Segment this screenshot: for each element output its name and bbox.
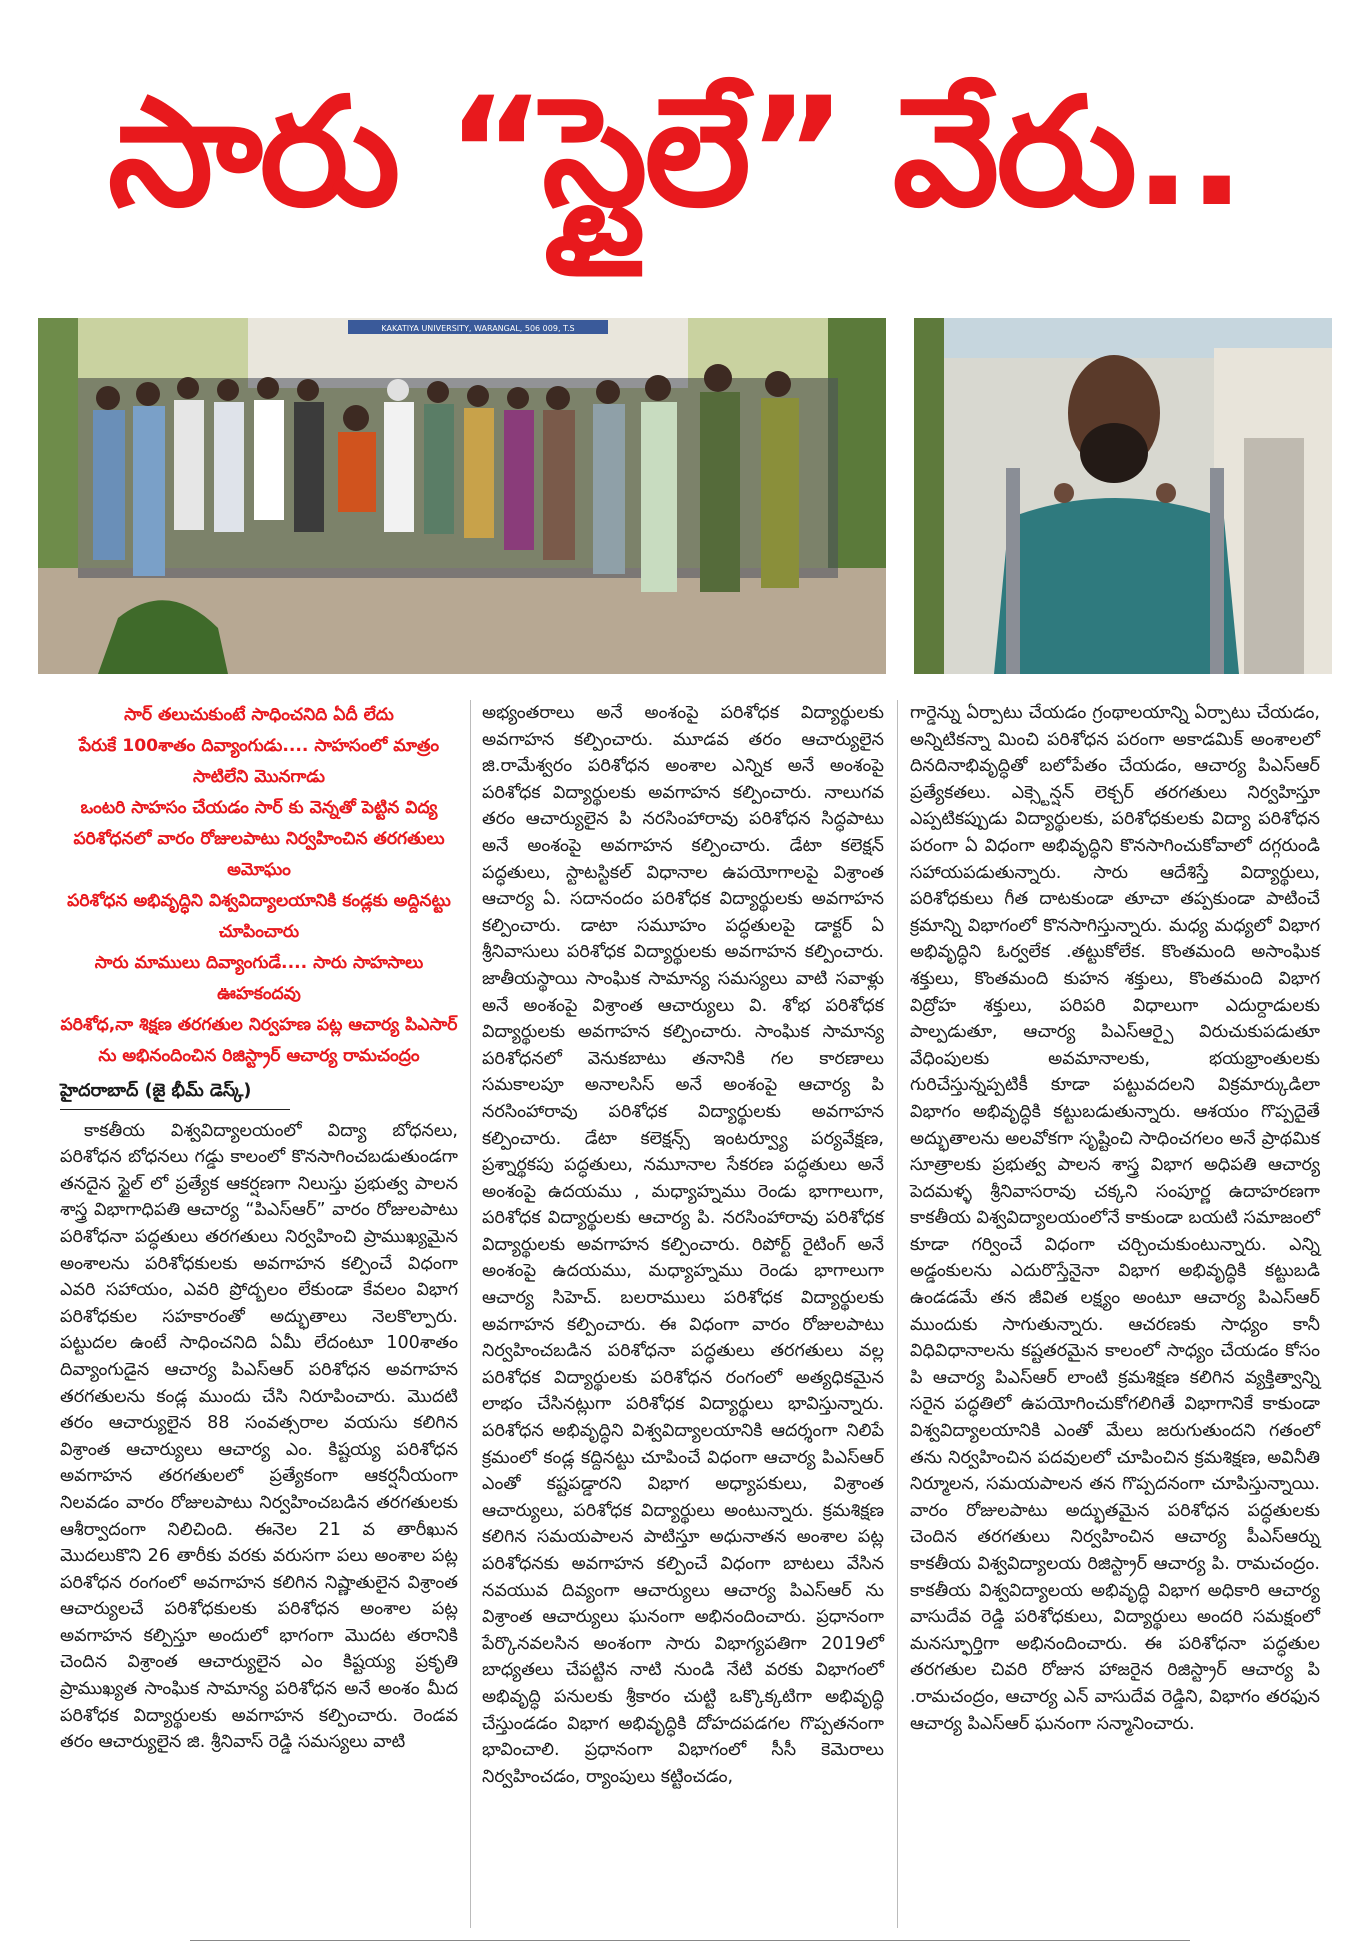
column-divider xyxy=(897,700,898,1928)
body-text: గార్డెన్ను ఏర్పాటు చేయడం గ్రంథాలయాన్ని ఏర్పాటు చేయడం, అన్నిటికన్నా మించి పరిశోధన పరంగా అకాడమిక్ అంశాలలో దినదినాభివృద్ధితో బలోపేతం చేయడం, ఆచార్య పిఎస్ఆర్ ప్రత్యేకతలు. ఎక్స్టెన్షన్ లెక్చర్ తరగతులు నిర్వహిస్తూ ఎప్పటికప్పుడు విద్యార్థులకు, పరిశోధకులకు విద్యా పరిశోధన పరంగా ఏ విధంగా అభివృద్ధిని కొనసాగించుకోవాలో దగ్గరుండి సహాయపడుతున్నారు. సారు ఆదేశిస్తే విద్యార్థులు, పరిశోధకులు గీత దాటకుండా తూచా తప్పకుండా పాటించే క్రమాన్ని విభాగంలో కొనసాగిస్తున్నారు. మధ్య మధ్యలో విభాగ అభివృద్ధిని ఓర్వలేక .తట్టుకోలేక. కొంతమంది అసాంఘిక శక్తులు, కొంతమంది కుహన శక్తులు, కొంతమంది విభాగ విద్రోహ శక్తులు, పరిపరి విధాలుగా ఎదుర్దాడులకు పాల్పడుతూ, ఆచార్య పిఎస్ఆర్పై విరుచుకుపడుతూ వేధింపులకు అవమానాలకు, భయభ్రాంతులకు గురిచేస్తున్నప్పటికీ కూడా పట్టువదలని విక్రమార్కుడిలా విభాగం అభివృద్ధికి కట్టుబడుతున్నారు. ఆశయం గొప్పదైతే అద్భుతాలను అలవోకగా సృష్టించి సాధించగలం అనే ప్రాథమిక సూత్రాలకు ప్రభుత్వ పాలన శాస్త్ర విభాగ అధిపతి ఆచార్య పెదమళ్ళ శ్రీనివాసరావు చక్కని సంపూర్ణ ఉదాహరణగా కాకతీయ విశ్వవిద్యాలయంలోనే కాకుండా బయటి సమాజంలో కూడా గర్వించే విధంగా చర్చించుకుంటున్నారు. ఎన్ని అడ్డంకులను ఎదురొస్తేనైనా విభాగ అభివృద్ధికి కట్టుబడి ఉండడమే తన జీవిత లక్ష్యం అంటూ ఆచార్య పిఎస్ఆర్ ముందుకు సాగుతున్నారు. ఆచరణకు సాధ్యం కానీ విధివిధానాలను కష్టతరమైన కాలంలో సాధ్యం చేయడం కోసం పి ఆచార్య పిఎస్ఆర్ లాంటి క్రమశిక్షణ కలిగిన వ్యక్తిత్వాన్ని సరైన పద్ధతిలో ఉపయోగించుకోగలిగితే విభాగానికే కాకుండా విశ్వవిద్యాలయానికి ఎంతో మేలు జరుగుతుందని గతంలో తను నిర్వహించిన పదవులలో చూపించిన క్రమశిక్షణ, అవినీతి నిర్మూలన, సమయపాలన తన గొప్పదనంగా చూపిస్తున్నాయి. వారం రోజులపాటు అద్భుతమైన పరిశోధన పద్ధతులకు చెందిన తరగతులు నిర్వహించిన ఆచార్య పీఎస్ఆర్ను కాకతీయ విశ్వవిద్యాలయ రిజిస్ట్రార్ ఆచార్య పి. రామచంద్రం. కాకతీయ విశ్వవిద్యాలయ అభివృద్ధి విభాగ అధికారి ఆచార్య వాసుదేవ రెడ్డి పరిశోధకులు, విద్యార్థులు అందరి సమక్షంలో మనస్ఫూర్తిగా అభినందించారు. ఈ పరిశోధనా పద్ధతుల తరగతుల చివరి రోజున హాజరైన రిజిస్ట్రార్ ఆచార్య పి .రామచంద్రం, ఆచార్య ఎన్ వాసుదేవ రెడ్డిని, విభాగం తరఫున ఆచార్య పిఎస్ఆర్ ఘనంగా సన్మానించారు. xyxy=(910,703,1320,1734)
column-divider xyxy=(470,700,471,1928)
body-text: కాకతీయ విశ్వవిద్యాలయంలో విద్యా బోధనలు, పరిశోధన బోధనలు గడ్డు కాలంలో కొనసాగించబడుతుండగా తనదైన స్టైల్ లో ప్రత్యేక ఆకర్షణగా నిలుస్తు ప్రభుత్వ పాలన శాస్త్ర విభాగాధిపతి ఆచార్య “పిఎస్ఆర్” వారం రోజులపాటు పరిశోధనా పద్ధతులు తరగతులు నిర్వహించి ప్రాముఖ్యమైన అంశాలను పరిశోధకులకు అవగాహన కల్పించే విధంగా ఎవరి సహాయం, ఎవరి ప్రోద్బలం లేకుండా కేవలం విభాగ పరిశోధకుల సహకారంతో అద్భుతాలు నెలకొల్పారు. పట్టుదల ఉంటే సాధించనిది ఏమీ లేదంటూ 100శాతం దివ్యాంగుడైన ఆచార్య పిఎస్ఆర్ పరిశోధన అవగాహన తరగతులను కండ్ల ముందు చేసి నిరూపించారు. మొదటి తరం ఆచార్యులైన 88 సంవత్సరాల వయసు కలిగిన విశ్రాంత ఆచార్యులు ఆచార్య ఎం. కిష్టయ్య పరిశోధన అవగాహన తరగతులలో ప్రత్యేకంగా ఆకర్షనీయంగా నిలవడం వారం రోజులపాటు నిర్వహించబడిన తరగతులకు ఆశీర్వాదంగా నిలిచింది. ఈనెల 21 వ తారీఖున మొదలుకొని 26 తారీకు వరకు వరుసగా పలు అంశాల పట్ల పరిశోధన రంగంలో అవగాహన కలిగిన నిష్ణాతులైన విశ్రాంత ఆచార్యులచే పరిశోధకులకు పరిశోధన అంశాల పట్ల అవగాహన కల్పిస్తూ అందులో భాగంగా మొదట తరానికి చెందిన విశ్రాంత ఆచార్యులైన ఎం కిష్టయ్య ప్రకృతి ప్రాముఖ్యత సాంఘిక సామాన్య పరిశోధన అనే అంశం మీద పరిశోధక విద్యార్థులకు అవగాహన కల్పించారు. రెండవ తరం ఆచార్యులైన జి. శ్రీనివాస్ రెడ్డి సమస్యలు వాటి xyxy=(60,1120,458,1753)
dateline: హైదరాబాద్ (జై భీమ్ డెస్క్) xyxy=(60,1078,290,1110)
highlight-line: సార్ తలుచుకుంటే సాధించనిది ఏదీ లేదు xyxy=(124,705,394,725)
highlight-line: పరిశోధనలో వారం రోజులపాటు నిర్వహించిన తరగతులు అమోఘం xyxy=(73,829,445,880)
highlight-line: ఒంటరి సాహసం చేయడం సార్ కు వెన్నతో పెట్టిన విద్య xyxy=(80,798,438,818)
highlight-line: సారు మాములు దివ్యాంగుడే.... సారు సాహసాలు ఊహకందవు xyxy=(94,953,424,1004)
highlight-line: పరిశోధన అభివృద్ధిని విశ్వవిద్యాలయానికి కండ్లకు అద్దినట్టు చూపించారు xyxy=(67,891,451,942)
group-photo xyxy=(38,318,886,674)
portrait-photo xyxy=(914,318,1332,674)
banner-text: KAKATIYA UNIVERSITY, WARANGAL, 506 009, T.S xyxy=(381,324,575,333)
headline: సారు “స్టైలే” వేరు.. xyxy=(107,66,1243,240)
body-text: అభ్యంతరాలు అనే అంశంపై పరిశోధక విద్యార్థులకు అవగాహన కల్పించారు. మూడవ తరం ఆచార్యులైన జి.రామేశ్వరం పరిశోధన అంశాల ఎన్నిక అనే అంశంపై పరిశోధక విద్యార్థులకు అవగాహన కల్పించారు. నాలుగవ తరం ఆచార్యులైన పి నరసింహారావు పరిశోధన సిద్ధపాటు అనే అంశంపై అవగాహన కల్పించారు. డేటా కలెక్షన్ పద్ధతులు, స్టాటస్టికల్ విధానాల ఉపయోగాలపై విశ్రాంత ఆచార్య ఏ. సదానందం పరిశోధక విద్యార్థులకు అవగాహన కల్పించారు. డాటా సమూహం పద్ధతులపై డాక్టర్ ఏ శ్రీనివాసులు పరిశోధక విద్యార్థులకు అవగాహన కల్పించారు. జాతీయస్థాయి సాంఘిక సామాన్య సమస్యలు వాటి సవాళ్లు అనే అంశంపై విశ్రాంత ఆచార్యులు వి. శోభ పరిశోధక విద్యార్థులకు అవగాహన కల్పించారు. సాంఘిక సామాన్య పరిశోధనలో వెనుకబాటు తనానికి గల కారణాలు సమకాలపూ అనాలసిస్ అనే అంశంపై ఆచార్య పి నరసింహారావు పరిశోధక విద్యార్థులకు అవగాహన కల్పించారు. డేటా కలెక్షన్స్ ఇంటర్వ్యూ పర్యవేక్షణ, ప్రశ్నార్థకపు పద్ధతులు, నమూనాల సేకరణ పద్ధతులు అనే అంశంపై ఉదయము , మధ్యాహ్నము రెండు భాగాలుగా, పరిశోధక విద్యార్థులకు ఆచార్య పి. నరసింహారావు పరిశోధక విద్యార్థులకు అవగాహన కల్పించారు. రిపోర్ట్ రైటింగ్ అనే అంశంపై ఉదయము, మధ్యాహ్నము రెండు భాగాలుగా ఆచార్య సిహెచ్. బలరాములు పరిశోధక విద్యార్థులకు అవగాహన కల్పించారు. ఈ విధంగా వారం రోజులపాటు నిర్వహించబడిన పరిశోధనా పద్ధతులు తరగతులు వల్ల పరిశోధక విద్యార్థులకు పరిశోధన రంగంలో అత్యధికమైన లాభం చేసినట్లుగా పరిశోధక విద్యార్థులు భావిస్తున్నారు. పరిశోధన అభివృద్ధిని విశ్వవిద్యాలయానికి ఆదర్శంగా నిలిపే క్రమంలో కండ్ల కద్దినట్టు చూపించే విధంగా ఆచార్య పిఎస్ఆర్ ఎంతో కష్టపడ్డారని విభాగ అధ్యాపకులు, విశ్రాంత ఆచార్యులు, పరిశోధక విద్యార్థులు అంటున్నారు. క్రమశిక్షణ కలిగిన సమయపాలన పాటిస్తూ అధునాతన అంశాల పట్ల పరిశోధనకు అవగాహన కల్పించే విధంగా బాటలు వేసిన నవయువ దివ్యంగా ఆచార్యులు ఆచార్య పిఎస్ఆర్ ను విశ్రాంత ఆచార్యులు ఘనంగా అభినందించారు. ప్రధానంగా పేర్కొనవలసిన అంశంగా సారు విభాగ్యపతిగా 2019లో బాధ్యతలు చేపట్టిన నాటి నుండి నేటి వరకు విభాగంలో అభివృద్ధి పనులకు శ్రీకారం చుట్టి ఒక్కొక్కటిగా అభివృద్ధి చేస్తుండడం విభాగ అభివృద్ధికి దోహదపడగల గొప్పతనంగా భావించాలి. ప్రధానంగా విభాగంలో సీసీ కెమెరాలు నిర్వహించడం, ర్యాంపులు కట్టించడం, xyxy=(482,703,884,1787)
article-column-3 xyxy=(910,700,1320,1737)
bottom-rule xyxy=(190,1940,1190,1941)
highlight-line: పేరుకే 100శాతం దివ్యాంగుడు.... సాహసంలో మాత్రం సాటిలేని మొనగాడు xyxy=(78,736,440,787)
highlight-box xyxy=(60,700,458,1072)
highlight-line: పరిశోధ,నా శిక్షణ తరగతుల నిర్వహణ పట్ల ఆచార్య పిఎసార్ ను అభినందించిన రిజిస్ట్రార్ ఆచార్య రామచంద్రం xyxy=(60,1015,458,1066)
article-column-2 xyxy=(482,700,884,1790)
article-column-1 xyxy=(60,700,458,1756)
